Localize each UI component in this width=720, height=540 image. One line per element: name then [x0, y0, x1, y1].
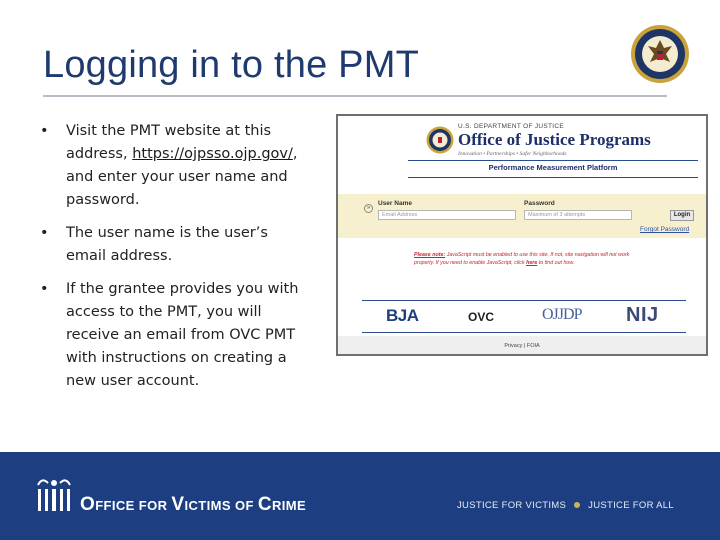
bullet-marker: •: [40, 281, 49, 297]
department-label: U.S. DEPARTMENT OF JUSTICE: [458, 123, 565, 130]
slogan-part: JUSTICE FOR VICTIMS: [457, 500, 567, 511]
note-text: JavaScript must be enabled to use this site. If not, site navigation will not work properly. If you need to enable JavaScript, click: [414, 252, 630, 266]
username-label: User Name: [378, 200, 412, 207]
ojjdp-logo[interactable]: OJJDP: [542, 306, 582, 323]
org-name-initial: V: [171, 494, 185, 515]
javascript-notice: [414, 252, 634, 267]
bullet-text: Visit the PMT website at this address,: [66, 123, 272, 162]
slogan: [457, 500, 674, 511]
ovc-logo[interactable]: OVC: [468, 310, 495, 324]
slogan-part: JUSTICE FOR ALL: [588, 500, 674, 511]
org-name-text: ICTIMS OF: [184, 498, 258, 513]
note-suffix: to find out how.: [537, 259, 575, 266]
doj-seal-icon: [630, 24, 690, 84]
bullet-text: If the grantee provides you with access to the PMT, you will receive an email from OVC PMT with instructions on creating a new user account.: [66, 281, 299, 389]
platform-banner: [408, 160, 698, 178]
agency-divider-top: [362, 300, 686, 301]
arrow-circle-icon: »: [364, 204, 373, 213]
login-button[interactable]: Login: [670, 210, 694, 221]
slide-title: Logging in to the PMT: [43, 44, 419, 86]
bullet-list: [40, 120, 310, 403]
ojp-heading: Office of Justice Programs: [458, 130, 651, 149]
ovc-org-name: [80, 494, 306, 516]
org-name-initial: O: [80, 494, 96, 515]
agency-logos: [362, 304, 686, 328]
bullet-text: , and enter your user name and password.: [66, 146, 298, 208]
username-input[interactable]: Email Address: [378, 210, 516, 220]
forgot-password-link[interactable]: Forgot Password: [640, 226, 690, 233]
bullet-marker: •: [40, 225, 49, 241]
ovc-columns-icon: [34, 477, 74, 515]
bullet-item: [40, 222, 310, 268]
title-divider: [43, 95, 667, 97]
pmt-site-link[interactable]: https://ojpsso.ojp.gov/: [132, 146, 293, 162]
nij-logo[interactable]: NIJ: [626, 304, 659, 326]
slogan-separator-dot: [574, 502, 580, 508]
bullet-text: The user name is the user’s email address.: [66, 225, 268, 264]
bullet-item: [40, 278, 310, 393]
login-panel: [338, 194, 706, 238]
agency-divider-bottom: [362, 332, 686, 333]
bullet-marker: •: [40, 123, 49, 139]
ojp-tagline: Innovation • Partnerships • Safer Neighborhoods: [458, 151, 567, 157]
ojp-seal-icon: [426, 126, 454, 154]
website-footer[interactable]: Privacy | FOIA: [338, 336, 706, 356]
platform-title: Performance Measurement Platform: [488, 163, 618, 172]
org-name-initial: C: [257, 494, 272, 515]
bullet-item: [40, 120, 310, 212]
org-name-text: FFICE FOR: [95, 498, 172, 513]
password-label: Password: [524, 200, 555, 207]
website-screenshot: [336, 114, 708, 356]
password-input[interactable]: Maximum of 3 attempts: [524, 210, 632, 220]
website-header: [338, 116, 706, 178]
enable-js-link[interactable]: here: [526, 259, 538, 266]
org-name-text: RIME: [271, 498, 307, 513]
note-prefix: Please note:: [414, 252, 446, 258]
bja-logo[interactable]: BJA: [386, 306, 419, 325]
